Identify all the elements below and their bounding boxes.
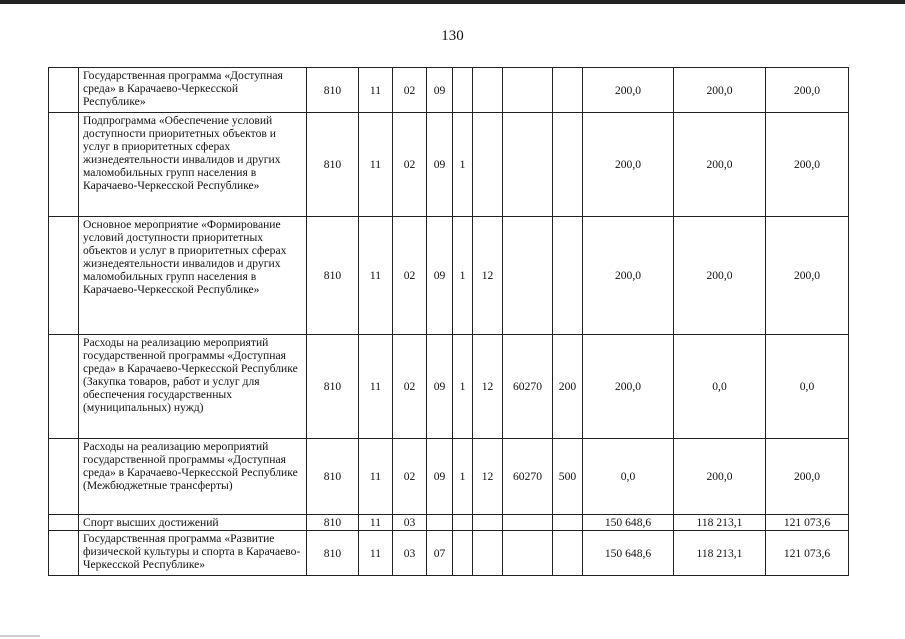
activity-code-cell <box>473 531 503 576</box>
item-name-cell: Государственная программа «Развитие физической культуры и спорта в Карачаево-Черкесской Республике» <box>79 531 307 576</box>
item-name-cell: Основное мероприятие «Формирование условий доступности приоритетных объектов и услуг в приоритетных сферах жизнедеятельности инвалидов и других маломобильных групп населения в Карачаево-Черкесской Республике» <box>79 217 307 335</box>
table-row <box>49 439 849 515</box>
expense-type-cell <box>553 217 583 335</box>
program-code-cell <box>427 515 453 531</box>
activity-code-cell <box>473 515 503 531</box>
row-marker-cell <box>49 217 79 335</box>
section-code-cell: 11 <box>359 439 393 515</box>
program-code-cell: 07 <box>427 531 453 576</box>
section-code-cell: 11 <box>359 531 393 576</box>
table-row <box>49 515 849 531</box>
subprogram-code-cell: 1 <box>453 113 473 217</box>
program-code-cell: 09 <box>427 217 453 335</box>
subprogram-code-cell: 1 <box>453 217 473 335</box>
subprogram-code-cell: 1 <box>453 335 473 439</box>
program-code-cell: 09 <box>427 113 453 217</box>
direction-code-cell <box>503 531 553 576</box>
activity-code-cell: 12 <box>473 335 503 439</box>
direction-code-cell <box>503 217 553 335</box>
scan-edge-mark <box>0 635 40 637</box>
amount-year1-cell: 200,0 <box>583 335 674 439</box>
ministry-code-cell: 810 <box>307 335 359 439</box>
ministry-code-cell: 810 <box>307 531 359 576</box>
ministry-code-cell: 810 <box>307 217 359 335</box>
subprogram-code-cell <box>453 531 473 576</box>
program-code-cell: 09 <box>427 68 453 113</box>
top-border <box>0 0 905 4</box>
subprogram-code-cell <box>453 515 473 531</box>
item-name-cell: Спорт высших достижений <box>79 515 307 531</box>
expense-type-cell <box>553 515 583 531</box>
amount-year3-cell: 200,0 <box>766 217 849 335</box>
table-row <box>49 531 849 576</box>
subsection-code-cell: 02 <box>393 217 427 335</box>
expense-type-cell <box>553 113 583 217</box>
direction-code-cell <box>503 68 553 113</box>
ministry-code-cell: 810 <box>307 439 359 515</box>
subsection-code-cell: 02 <box>393 68 427 113</box>
activity-code-cell: 12 <box>473 217 503 335</box>
amount-year3-cell: 200,0 <box>766 68 849 113</box>
item-name-cell: Расходы на реализацию мероприятий государственной программы «Доступная среда» в Карачаево-Черкесской Республике (Закупка товаров, работ и услуг для обеспечения государственных (муниципальных) нужд) <box>79 335 307 439</box>
expense-type-cell: 200 <box>553 335 583 439</box>
amount-year3-cell: 200,0 <box>766 439 849 515</box>
amount-year2-cell: 200,0 <box>674 113 766 217</box>
row-marker-cell <box>49 531 79 576</box>
amount-year2-cell: 200,0 <box>674 217 766 335</box>
amount-year1-cell: 150 648,6 <box>583 531 674 576</box>
row-marker-cell <box>49 335 79 439</box>
item-name-cell: Расходы на реализацию мероприятий государственной программы «Доступная среда» в Карачаево-Черкесской Республике (Межбюджетные трансферты) <box>79 439 307 515</box>
subsection-code-cell: 02 <box>393 439 427 515</box>
page-number: 130 <box>441 28 464 44</box>
section-code-cell: 11 <box>359 217 393 335</box>
subsection-code-cell: 03 <box>393 531 427 576</box>
subsection-code-cell: 02 <box>393 335 427 439</box>
program-code-cell: 09 <box>427 439 453 515</box>
expense-type-cell: 500 <box>553 439 583 515</box>
direction-code-cell: 60270 <box>503 439 553 515</box>
activity-code-cell <box>473 113 503 217</box>
table-row <box>49 335 849 439</box>
amount-year2-cell: 200,0 <box>674 439 766 515</box>
amount-year1-cell: 150 648,6 <box>583 515 674 531</box>
row-marker-cell <box>49 439 79 515</box>
expense-type-cell <box>553 531 583 576</box>
direction-code-cell <box>503 113 553 217</box>
section-code-cell: 11 <box>359 335 393 439</box>
amount-year1-cell: 200,0 <box>583 217 674 335</box>
ministry-code-cell: 810 <box>307 68 359 113</box>
subsection-code-cell: 02 <box>393 113 427 217</box>
section-code-cell: 11 <box>359 515 393 531</box>
ministry-code-cell: 810 <box>307 515 359 531</box>
row-marker-cell <box>49 113 79 217</box>
table-row <box>49 217 849 335</box>
ministry-code-cell: 810 <box>307 113 359 217</box>
direction-code-cell <box>503 515 553 531</box>
subprogram-code-cell <box>453 68 473 113</box>
amount-year1-cell: 0,0 <box>583 439 674 515</box>
row-marker-cell <box>49 68 79 113</box>
row-marker-cell <box>49 515 79 531</box>
section-code-cell: 11 <box>359 113 393 217</box>
subprogram-code-cell: 1 <box>453 439 473 515</box>
amount-year3-cell: 0,0 <box>766 335 849 439</box>
activity-code-cell: 12 <box>473 439 503 515</box>
section-code-cell: 11 <box>359 68 393 113</box>
amount-year2-cell: 118 213,1 <box>674 515 766 531</box>
program-code-cell: 09 <box>427 335 453 439</box>
budget-table <box>48 67 849 576</box>
table-row <box>49 68 849 113</box>
amount-year2-cell: 200,0 <box>674 68 766 113</box>
amount-year3-cell: 121 073,6 <box>766 531 849 576</box>
amount-year3-cell: 121 073,6 <box>766 515 849 531</box>
subsection-code-cell: 03 <box>393 515 427 531</box>
item-name-cell: Государственная программа «Доступная среда» в Карачаево-Черкесской Республике» <box>79 68 307 113</box>
amount-year3-cell: 200,0 <box>766 113 849 217</box>
direction-code-cell: 60270 <box>503 335 553 439</box>
amount-year1-cell: 200,0 <box>583 113 674 217</box>
expense-type-cell <box>553 68 583 113</box>
table-row <box>49 113 849 217</box>
activity-code-cell <box>473 68 503 113</box>
amount-year1-cell: 200,0 <box>583 68 674 113</box>
amount-year2-cell: 0,0 <box>674 335 766 439</box>
amount-year2-cell: 118 213,1 <box>674 531 766 576</box>
item-name-cell: Подпрограмма «Обеспечение условий доступности приоритетных объектов и услуг в приоритетных сферах жизнедеятельности инвалидов и других маломобильных групп населения в Карачаево-Черкесской Республике» <box>79 113 307 217</box>
